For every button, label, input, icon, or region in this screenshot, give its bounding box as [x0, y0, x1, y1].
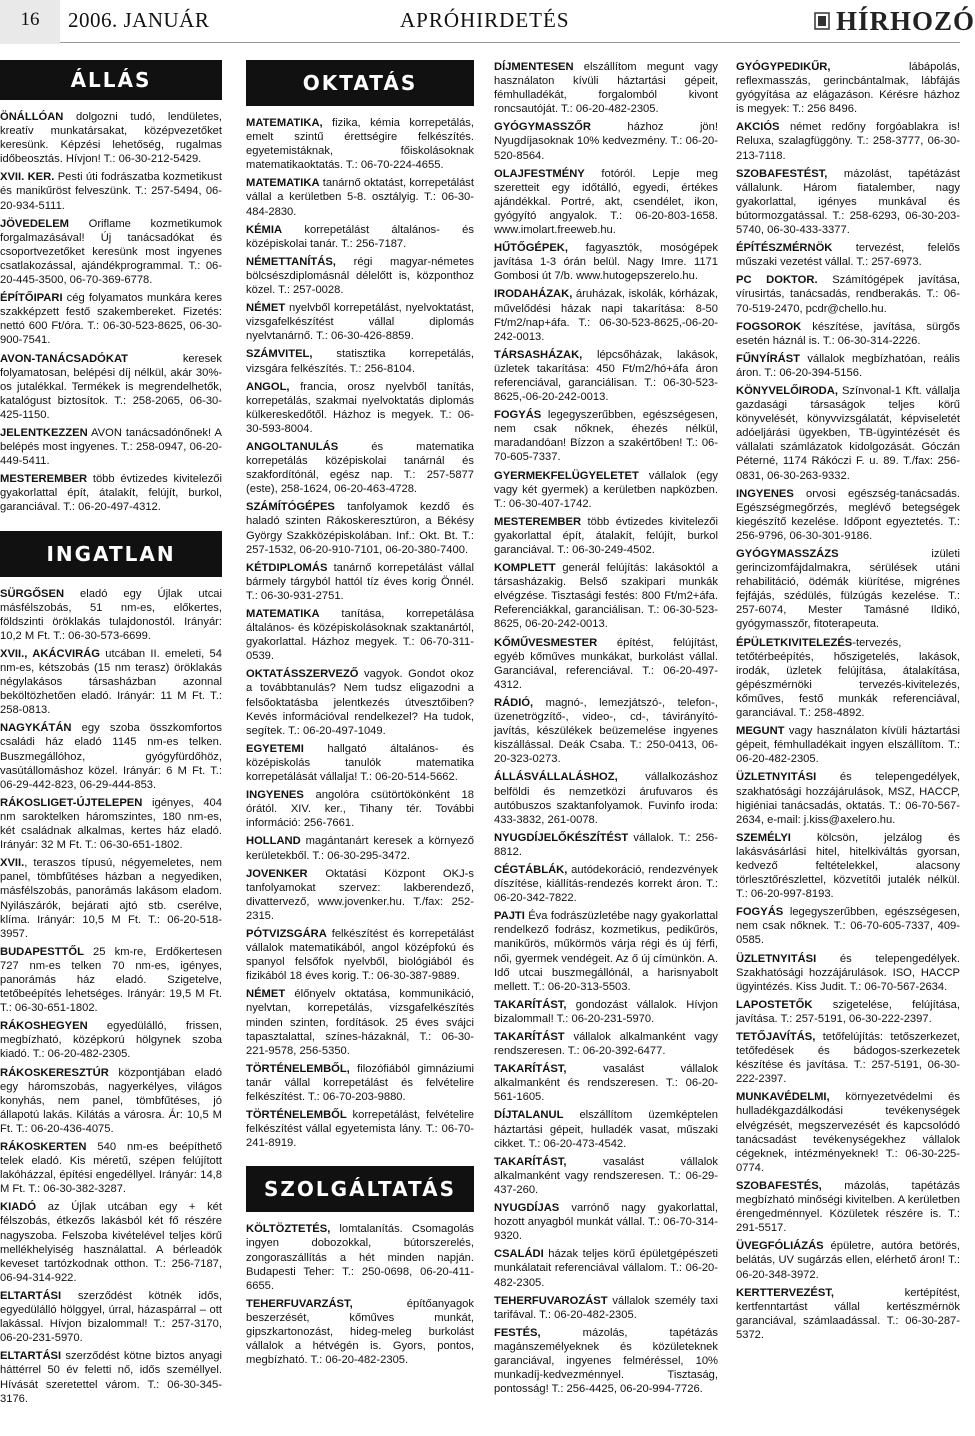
- ad-keyword: ELTARTÁSI: [0, 1289, 62, 1302]
- ad-text: igényes, 404 nm saroktelken háromszintes, 180 nm-es, két családnak alkalmas, kertes ház eladó. Irányár: 32 M Ft. T.: 06-30-651-1802.: [0, 796, 222, 852]
- ad-text: vasalást vállalok alkalmanként és rendszeresen. T.: 06-20-561-1605.: [494, 1063, 718, 1104]
- ad-text: fizika, kémia korrepetálás, emelt szintű érettségire felkészítés. egyetemistáknak, főiskolásoknak matematikaoktatás. T.: 06-70-224-4655.: [246, 117, 474, 172]
- classified-ad: [736, 241, 960, 269]
- ad-keyword: IRODAHÁZAK,: [494, 288, 573, 301]
- ad-text: angolóra csütörtökönként 18 órától. XIV. ker., Tihany tér. További információ: 256-7661.: [246, 789, 474, 830]
- classified-ad: [494, 1326, 718, 1396]
- ad-text: dolgozni tudó, lendületes, kreatív munkatársakat, középvezetőket keresünk. Képzési lehetőség, rugalmas időbeosztás. Hívjon! T.: 06-30-212-5429.: [0, 111, 222, 166]
- classified-ad: [494, 120, 718, 162]
- ad-text: mázolást, tapétázást vállalunk. Három fiatalember, nagy gyakorlattal, igényes munkával és bútormozgatással. T.: 258-6293, 06-30-203-5740, 06-30-433-3377.: [736, 167, 960, 237]
- ad-text: házhoz jön! Nyugdíjasoknak 10% kedvezmény. T.: 06-20-520-8564.: [494, 121, 718, 162]
- column-1: [0, 60, 222, 1434]
- classified-ad: [494, 1030, 718, 1058]
- ad-keyword: FOGYÁS: [736, 906, 784, 919]
- classified-ad: [246, 116, 474, 172]
- column-4: [736, 60, 960, 1434]
- classified-ad: [246, 561, 474, 603]
- header-rule: [60, 42, 960, 43]
- ad-text: , teraszos típusú, négyemeletes, nem panel, tömbfűtéses házban a negyediken, másfélszobás, panorámás lakásom eladom. Nyilászárók, bejárati ajtó stb. cserélve, klíma. Irányár: 10,5 M Ft. T.: 06-20-518-3957.: [0, 857, 222, 940]
- ad-keyword: AKCIÓS: [736, 121, 780, 134]
- ad-keyword: HŰTŐGÉPEK,: [494, 242, 568, 255]
- ad-text: fotóról. Lepje meg szeretteit egy időtálló, egyedi, értékes ajándékkal. Portré, akt, csendélet, ikon, gyógyító angyalok. T.: 06-20-803-1658. www.imolart.freeweb.hu.: [494, 167, 718, 237]
- ad-text: több évtizedes kivitelezői gyakorlattal épít, átalakít, felújít, burkol garanciával. T.: 06-30-249-4502.: [494, 515, 718, 556]
- classified-ad: [246, 500, 474, 556]
- classified-ad: [246, 380, 474, 436]
- ad-text: utcában II. emeleti, 54 nm-es, kétszobás (15 nm terasz) öröklakás négylakásos társasházban azonnal beköltözhetően eladó. Irányár: 11 M Ft. T.: 258-0813.: [0, 647, 222, 717]
- ad-keyword: ÜZLETNYITÁSI: [736, 952, 817, 965]
- classified-ad: [0, 1066, 222, 1136]
- ad-keyword: INGYENES: [246, 789, 304, 802]
- ad-keyword: FOGSOROK: [736, 320, 802, 333]
- ad-keyword: PÓTVIZSGÁRA: [246, 927, 327, 940]
- category-heading: OKTATÁS: [246, 60, 474, 106]
- ad-keyword: TAKARÍTÁST,: [494, 1063, 567, 1076]
- ad-keyword: JELENTKEZZEN: [0, 426, 88, 439]
- classified-ad: [0, 1019, 222, 1061]
- ad-text: kölcsön, jelzálog és lakásvásárlási hitel, hitelkiváltás gyorsan, kedvező feltételekkel, alacsony törlesztőrészlettel, közvetítői jutalék nélkül. T.: 06-20-997-8193.: [736, 831, 960, 901]
- ad-text: orvosi egészség-tanácsadás. Egészségmegőrzés, meglévő betegségek kiegészítő kezelése. Időpont egyeztetés. T.: 256-9796, 06-30-301-9186.: [736, 487, 960, 542]
- classified-ad: [0, 1289, 222, 1345]
- classified-ad: [246, 987, 474, 1057]
- classified-ad: [494, 348, 718, 404]
- ad-keyword: TAKARÍTÁST,: [494, 998, 567, 1011]
- ad-text: Éva fodrászüzletébe nagy gyakorlattal rendelkező fodrász, kozmetikus, pedikűrös, manikűrös, műkörmös várja régi és új férfi, női, gyermek vendégeit. Az ő új címünkön. A. Idő utcai buszmegállónál, a harisnyabolt mellett. T.: 06-20-313-5503.: [494, 910, 718, 993]
- classified-ad: [0, 945, 222, 1015]
- classified-ad: [494, 1062, 718, 1104]
- classified-ad: [736, 1239, 960, 1281]
- heading-spacer: [246, 106, 474, 116]
- ad-keyword: LAPOSTETŐK: [736, 998, 813, 1011]
- ad-text: vállalok. T.: 256-8812.: [494, 831, 718, 858]
- classified-ad: [246, 1062, 474, 1104]
- ad-text: mázolás, tapétázás megbízható minőségi kivitelben. A kerületben érengedménnyel. Közületek részére is. T.: 291-5517.: [736, 1179, 960, 1235]
- ad-keyword: ÁLLÁSVÁLLALÁSHOZ,: [494, 771, 618, 784]
- ad-text: szerződést kötnék idős, egyedülálló hölggyel, úrral, házaspárral – ott lakással. Hívjon bizalommal! T.: 257-3170, 06-20-231-5970.: [0, 1289, 222, 1345]
- ad-text: vállalok alkalmanként vagy rendszeresen. T.: 06-20-392-6477.: [494, 1031, 718, 1058]
- classified-ad: [0, 170, 222, 212]
- ad-keyword: NYUGDÍJAS: [494, 1202, 560, 1215]
- ad-text: legegyszerűbben, egészségesen, nem csak nőknek, éhezés nélkül, maradandóan! Bízzon a szakértőben! T.: 06-70-605-7337.: [494, 409, 718, 464]
- ad-text: tanárnő oktatást, korrepetálást vállal a kerületben 5-8. osztályig. T.: 06-30-484-2830.: [246, 177, 474, 218]
- ad-text: legegyszerűbben, egészségesen, nem csak nőknek. T.: 06-70-605-7337, 409-0585.: [736, 906, 960, 947]
- ad-text: vagy használaton kívüli háztartási gépeit, fémhulladékait ingyen elszállítom. T.: 06-20-482-2305.: [736, 725, 960, 766]
- ad-keyword: CÉGTÁBLÁK,: [494, 863, 568, 876]
- ad-keyword: KÉTDIPLOMÁS: [246, 561, 328, 574]
- classified-ad: [246, 788, 474, 830]
- ad-keyword: TETŐJAVÍTÁS,: [736, 1031, 816, 1043]
- ad-keyword: TEHERFUVARZÁST,: [246, 1297, 353, 1310]
- ad-text: házak teljes körű épületgépészeti munkálatait referenciával vállalom. T.: 06-20-482-2305.: [494, 1248, 718, 1289]
- classified-ad: [494, 696, 718, 766]
- column-3: [494, 60, 718, 1434]
- ad-keyword: TAKARÍTÁST,: [494, 1155, 567, 1168]
- classified-ad: [494, 469, 718, 511]
- ad-text: egyedülálló, frissen, megbízható, középkorú hölgynek szoba kiadó. T.: 06-20-482-2305.: [0, 1020, 222, 1061]
- heading-spacer: [246, 1212, 474, 1222]
- ad-keyword: PAJTI: [494, 910, 525, 923]
- classified-ad: [494, 1294, 718, 1322]
- ad-keyword: FESTÉS,: [494, 1326, 541, 1339]
- ad-text: és telepengedélyek, szakhatósági hozzájárulások, MSZ, HACCP, higiéniai tanácsadás, oktatás. T.: 06-70-567-2634, e-mail: j.kiss@axelero.hu.: [736, 771, 960, 826]
- ad-keyword: KŐMŰVESMESTER: [494, 636, 598, 649]
- ad-keyword: HOLLAND: [246, 835, 301, 848]
- ad-text: francia, orosz nyelvből tanítás, korrepetálás, szakmai nyelvoktatás diplomás külkereskedőtől. Házhoz is megyek. T.: 06-30-593-8004.: [246, 380, 474, 435]
- ad-text: generál felújítás: lakásoktól a társasházakig. Belső szakipari munkák elvégzése. Tisztasági festés: 800 Ft/m2+áfa. Referenciákkal, garanciálisan. T.: 06-30-523-8625, 06-20-242-0013.: [494, 562, 718, 631]
- column-2: [246, 60, 474, 1434]
- section-title: APRÓHIRDETÉS: [400, 8, 570, 32]
- ad-keyword: ÜZLETNYITÁSI: [736, 771, 817, 784]
- classified-ad: [246, 223, 474, 251]
- ad-keyword: ÜVEGFÓLIÁZÁS: [736, 1240, 824, 1253]
- ad-keyword: NÉMET: [246, 302, 286, 315]
- ad-text: varrónő nagy gyakorlattal, hozott anyagból munkát vállal. T.: 06-70-314-9320.: [494, 1202, 718, 1243]
- ad-keyword: AVON-TANÁCSADÓKAT: [0, 352, 129, 365]
- ad-keyword: ANGOLTANULÁS: [246, 440, 339, 453]
- ad-text: szerződést kötne biztos anyagi háttérrel 50 év feletti nő, idős személlyel. Hívását szeretettel várom. T.: 06-30-345-3176.: [0, 1350, 222, 1405]
- ad-text: német redőny forgóablakra is! Reluxa, szalagfüggöny. T.: 258-3777, 06-30-213-7118.: [736, 121, 960, 162]
- logo-mark-icon: [814, 12, 830, 30]
- classified-ad: [494, 1247, 718, 1289]
- ad-text: az Újlak utcában egy + két félszobás, étkezős lakásból két fő részére nagyszoba. Felszoba kivételével teljes körű mellékhelyiség használattal. A bérleadók keveset tartózkodnak otthon. T.: 256-7187, 06-94-314-922.: [0, 1201, 222, 1284]
- ad-text: tervezést, felelős műszaki vezetést vállal. T.: 257-6973.: [736, 242, 960, 269]
- ad-text: élőnyelv oktatása, kommunikáció, nyelvtan, korrepetálás, vizsgafelkészítés minden szinten, fordítások. 25 éves svájci tapasztalattal, színes-házaknál, T.: 06-30-221-9578, 256-5350.: [246, 988, 474, 1057]
- classified-ad: [0, 1140, 222, 1196]
- ad-keyword: RÁKOSLIGET-ÚJTELEPEN: [0, 796, 143, 809]
- ad-keyword: ANGOL,: [246, 380, 290, 393]
- ad-text: lábápolás, reflexmasszás, gerincbántalmak, lábfájás gyógyítása az elágazáson. Kérésre házhoz is megyek: T.: 256 8496.: [736, 61, 960, 116]
- classified-ad: [736, 487, 960, 543]
- ad-keyword: GYERMEKFELÜGYELETET: [494, 469, 639, 482]
- classified-ad: [246, 834, 474, 862]
- ad-text: vagyok. Gondot okoz a továbbtanulás? Nem tudsz eligazodni a felsőoktatásba jelentkezés útvesztőiben? Kevés információval rendelkezel? Ha tudok, segítek. T.: 06-20-497-1049.: [246, 668, 474, 737]
- classified-ad: [494, 831, 718, 859]
- classified-ad: [494, 408, 718, 464]
- ad-text: építőanyagok beszerzését, kőműves munkát, gipszkartonozást, hideg-meleg burkolást vállalok a hétvégén is. Gyors, pontos, megbízható. T.: 06-20-482-2305.: [246, 1297, 474, 1367]
- ad-text: eladó egy Újlak utcai másfélszobás, 51 nm-es, előkertes, földszinti öröklakás tulajdonostól. Irányár: 10,2 M Ft. T.: 06-30-573-6699.: [0, 587, 222, 642]
- ad-text: építést, felújítást, egyéb kőműves munkákat, burkolást vállal. Garanciával, referenciával. T.: 06-20-497-4312.: [494, 636, 718, 691]
- ad-keyword: DÍJTALANUL: [494, 1109, 564, 1122]
- classified-ad: [0, 472, 222, 514]
- ad-keyword: GYÓGYPEDIKŰR,: [736, 61, 831, 73]
- classified-ad: [736, 1286, 960, 1342]
- classified-ad: [246, 607, 474, 663]
- ad-text: készítése, javítása, sürgős esetén háznál is. T.: 06-30-314-2226.: [736, 320, 960, 347]
- classified-ad: [494, 770, 718, 826]
- ad-keyword: TEHERFUVAROZÁST: [494, 1294, 608, 1307]
- heading-spacer: [0, 577, 222, 587]
- ad-text: vállalok (egy vagy két gyermek) a kerületben napközben. T.: 06-30-407-1742.: [494, 469, 718, 510]
- ad-keyword: ÉPÍTŐIPARI: [0, 292, 63, 305]
- section-gap: [246, 1154, 474, 1166]
- ad-keyword: SZOBAFESTÉS,: [736, 1179, 822, 1192]
- classified-ad: [246, 301, 474, 343]
- ad-text: vasalást vállalok alkalmanként vagy rendszeresen. T.: 06-29-437-260.: [494, 1155, 718, 1196]
- ad-keyword: KÖNYVELŐIRODA,: [736, 384, 838, 397]
- ad-text: vállalkozáshoz belföldi és nemzetközi árufuvaros és autóbuszos szaktanfolyamok. Fuvinfo iroda: 433-3832, 261-0078.: [494, 771, 718, 826]
- classified-ad: [246, 347, 474, 375]
- heading-spacer: [0, 100, 222, 110]
- classified-ad: [494, 863, 718, 905]
- classified-ad: [736, 547, 960, 632]
- ad-text: lomtalanítás. Csomagolás ingyen dobozokkal, bútorszerelés, zongoraszállítás a hét minden napján. Budapesti Teher: T.: 250-0698, 06-20-411-6655.: [246, 1223, 474, 1292]
- ad-keyword: EGYETEMI: [246, 742, 304, 755]
- classified-ad: [736, 273, 960, 315]
- ad-text: régi magyar-németes bölcsészdiplomásnál délelőtt is, központhoz közel. T.: 257-0028.: [246, 255, 474, 297]
- ad-text: és matematika korrepetálás középiskolai tanárnál és szakfordítónál, egész nap. T.: 257-5877 (este), 258-1624, 06-20-463-4728.: [246, 440, 474, 496]
- classified-ad: [246, 1108, 474, 1150]
- ad-keyword: GYÓGYMASSZÁZS: [736, 548, 839, 560]
- classified-ad: [246, 1222, 474, 1292]
- classified-ad: [246, 927, 474, 983]
- ad-text: környezetvédelmi és hulladékgazdálkodási tevékenységek elvégzését, megszervezését és kapcsolódó tanácsadást tevékenységekhez vállalok cégeknek, intézményeknek! T.: 06-30-225-0774.: [736, 1091, 960, 1174]
- ad-text: több évtizedes kivitelezői gyakorlattal épít, átalakít, felújít, burkol, garanciával. T.: 06-20-497-4312.: [0, 473, 222, 514]
- classified-ad: [736, 320, 960, 348]
- classified-ad: [0, 647, 222, 717]
- ad-keyword: ÉPÍTÉSZMÉRNÖK: [736, 242, 833, 255]
- ad-text: gondozást vállalok. Hívjon bizalommal! T.: 06-20-231-5970.: [494, 998, 718, 1025]
- ad-keyword: MESTEREMBER: [0, 473, 88, 486]
- ad-text: Számítógépek javítása, vírusirtás, tanácsadás, rendberakás. T.: 06-70-519-2470, pcdr@chello.hu.: [736, 274, 961, 315]
- ad-text: izületi gerincizomfájdalmakra, sérülések utáni rehabilitáció, ödémák kiürítése, migrénes fejfájás, szédülés, fülzúgás kezelése. T.: 257-6074, Mester Tamásné Ildikó, gyógymasszőr, fitoterapeuta.: [736, 548, 960, 631]
- section-gap: [0, 519, 222, 531]
- classified-ad: [246, 1297, 474, 1367]
- ad-text: -tervezés, tetőtérbeépítés, hőszigetelés, lakások, irodák, üzletek felújítása, átalakítása, gépészmérnöki tervezés-kivitelezés, kőműves, festő munkák referenciával, garanciával. T.: 258-4892.: [736, 636, 960, 720]
- classified-ad: [246, 440, 474, 496]
- ad-keyword: SZÁMVITEL,: [246, 348, 313, 361]
- ad-text: elszállítom megunt vagy használaton kívüli háztartási gépeit, fémhulladékát, forgalomból kivont roncsautóját. T.: 06-20-482-2305.: [494, 61, 718, 116]
- ad-keyword: DÍJMENTESEN: [494, 61, 574, 73]
- classified-ad: [246, 867, 474, 923]
- classified-ad: [246, 742, 474, 784]
- ad-keyword: XVII.: [0, 857, 25, 870]
- ad-text: keresek folyamatosan, belépési díj nélkül, akár 30%-os jutalékkal. Termékek is megrendelhetők, katalógust biztosítok. T.: 258-2065, 06-30-425-1150.: [0, 352, 222, 421]
- classified-ad: [494, 287, 718, 343]
- classified-ad: [494, 998, 718, 1026]
- ad-text: korrepetálást, felvételire felkészítést vállal egyetemista lány. T.: 06-70-241-8919.: [246, 1109, 474, 1150]
- ad-keyword: RÁDIÓ,: [494, 696, 534, 709]
- classified-ad: [0, 110, 222, 166]
- ad-keyword: MATEMATIKA,: [246, 117, 323, 129]
- classified-ad: [0, 426, 222, 468]
- classified-ad: [0, 856, 222, 941]
- ad-text: tetőfelújítás: tetőszerkezet, tetőfedések és bádogos-szerkezetek készítése és javítása. T.: 257-5191, 06-30-222-2397.: [736, 1031, 960, 1086]
- classified-ad: [736, 1030, 960, 1086]
- classified-ad: [0, 217, 222, 287]
- ad-text: kertépítést, kertfenntartást vállal kertészmérnök garanciával, számlaadással. T.: 06-30-287-5372.: [736, 1286, 960, 1341]
- ad-text: cég folyamatos munkára keres szakképzett festő szakembereket. Fizetés: nettó 600 Ft/óra. T.: 06-30-523-8625, 06-30-900-7541.: [0, 292, 222, 347]
- ad-text: szigetelése, felújítása, javítása. T.: 257-5191, 06-30-222-2397.: [736, 998, 960, 1025]
- ad-keyword: BUDAPESTTŐL: [0, 945, 84, 958]
- classified-ad: [494, 515, 718, 557]
- ad-keyword: FŰNYÍRÁST: [736, 352, 801, 365]
- logo-text: HÍRHOZÓ: [836, 6, 975, 36]
- classified-ad: [0, 1349, 222, 1405]
- ad-text: egy szoba összkomfortos családi ház eladó 1145 nm-es telken. Buszmegállóhoz, gyógyfürdőhöz, vasútállomáshoz közel. Irányár: 6 M Ft. T.: 06-29-442-823, 06-29-444-853.: [0, 722, 222, 791]
- classified-ad: [246, 255, 474, 297]
- ad-text: fagyasztók, mosógépek javítása 1-3 órán belül. Nagy Imre. 1171 Gombosi út 7/b. www.hutogepszerelo.hu.: [494, 242, 718, 283]
- classified-ad: [246, 176, 474, 218]
- ad-keyword: MATEMATIKA: [246, 177, 320, 190]
- ad-text: elszállítom üzemképtelen háztartási gépeit, hulladék vasat, műszaki cikket. T.: 06-20-473-4542.: [494, 1109, 718, 1150]
- ad-keyword: JÖVEDELEM: [0, 217, 70, 230]
- ad-keyword: GYÓGYMASSZŐR: [494, 121, 591, 134]
- classified-ad: [736, 724, 960, 766]
- classified-ad: [736, 952, 960, 994]
- ad-text: autódekoráció, rendezvények díszítése, kiállítás-rendezés korrekt áron. T.: 06-20-342-7822.: [494, 863, 718, 905]
- ad-text: áruházak, iskolák, kórházak, művelődési házak napi takarítása: 8-50 Ft/m2/nap+áfa. T.: 06-30-523-8625,-06-20-242-0013.: [494, 288, 718, 343]
- ad-text: Pesti úti fodrászatba kozmetikust és manikűröst felveszünk. T.: 257-5494, 06-20-934-5111.: [0, 171, 222, 212]
- classified-ad: [0, 1200, 222, 1285]
- ad-text: 540 nm-es beépíthető telek eladó. Kis méretű, szépen felújított lakóházzal, építési engedéllyel. Irányár: 14,8 M Ft. T.: 06-30-382-3287.: [0, 1141, 222, 1196]
- classified-ad: [494, 241, 718, 283]
- ad-keyword: KÉMIA: [246, 223, 283, 236]
- ad-keyword: NAGYKÁTÁN: [0, 722, 72, 735]
- ad-text: 25 km-re, Erdőkertesen 727 nm-es telken 70 nm-es, igényes, panorámás ház eladó. Szigetelve, tetőbeépítés lehetséges. Irányár: 19,5 M Ft. T.: 06-30-651-1802.: [0, 945, 222, 1015]
- ad-text: tanfolyamok kezdő és haladó szinten Rákoskeresztúron, a Békésy György Szakközépiskolában. Inf.: Okt. Bt. T.: 257-1532, 06-20-910-7101, 06-20-380-7400.: [246, 501, 474, 556]
- ad-text: mázolás, tapétázás magánszemélyeknek és közületeknek garanciával, ingyenes felméréssel, 10% munkadíj-kedvezménnyel. Tisztaság, pontosság! T.: 256-4425, 06-20-994-7726.: [494, 1326, 718, 1396]
- ad-text: és telepengedélyek. Szakhatósági hozzájárulások. ISO, HACCP ügyintézés. Kiss Judit. T.: 06-70-567-2634.: [736, 952, 960, 993]
- ad-keyword: CSALÁDI: [494, 1248, 544, 1261]
- ad-keyword: XVII., AKÁCVIRÁG: [0, 647, 100, 660]
- classified-ad: [494, 1155, 718, 1197]
- ad-text: lépcsőházak, lakások, üzletek takarítása: 450 Ft/m2/hó+áfa áron referenciával, garanciálisan. T.: 06-30-523-8625,-06-20-242-0013.: [494, 348, 718, 404]
- ad-keyword: KERTTERVEZÉST,: [736, 1286, 835, 1299]
- ad-keyword: RÁKOSHEGYEN: [0, 1020, 88, 1033]
- classified-ad: [736, 60, 960, 116]
- ad-keyword: INGYENES: [736, 487, 794, 500]
- ad-text: filozófiából gimnáziumi tanár vállal korrepetálást és felvételire felkészítést. T.: 06-70-203-9880.: [246, 1062, 474, 1103]
- classified-ad: [736, 352, 960, 380]
- ad-text: Színvonal-1 Kft. vállalja gazdasági társaságok teljes körű könyvelését, könyvvizsgálatát, képviseletét adóeljárási ügyekben, TB-ügyintézését és vállalati számlázatok kidolgozását. Góczán Péterné, 1174 Rákóczi F. u. 89. T./fax: 256-0831, 06-30-263-9332.: [736, 384, 960, 482]
- classified-ad: [0, 587, 222, 643]
- page-header: [0, 0, 975, 44]
- classified-ad: [736, 1179, 960, 1235]
- classified-ad: [0, 721, 222, 791]
- classified-ad: [494, 909, 718, 994]
- classified-ad: [0, 352, 222, 422]
- classified-ad: [736, 1090, 960, 1175]
- ad-keyword: NYUGDÍJELŐKÉSZÍTÉST: [494, 831, 629, 844]
- ad-text: épületre, autóra betörés, belátás, UV sugárzás ellen, elérhető áron! T.: 06-20-348-3972.: [736, 1240, 960, 1281]
- classified-ad: [736, 831, 960, 901]
- ad-keyword: TÖRTÉNELEMBŐL,: [246, 1062, 350, 1075]
- ad-text: magnó-, lemezjátszó-, telefon-, üzenetrögzítő-, video-, cd-, távirányító-javítás, készülékek beüzemelése ingyenes kiszállással. Deák Csaba. T.: 250-0413, 06-20-323-0273.: [494, 696, 718, 766]
- ad-keyword: SZÁMÍTÓGÉPES: [246, 501, 335, 514]
- classified-ad: [0, 796, 222, 852]
- ad-keyword: ÖNÁLLÓAN: [0, 111, 64, 123]
- ad-keyword: MATEMATIKA: [246, 608, 320, 620]
- classified-ad: [736, 167, 960, 237]
- ad-text: magántanárt keresek a környező kerületekből. T.: 06-30-295-3472.: [246, 835, 474, 862]
- ad-keyword: ELTARTÁSI: [0, 1350, 62, 1363]
- ad-keyword: SÜRGŐSEN: [0, 587, 65, 600]
- ad-keyword: XVII. KER.: [0, 171, 55, 184]
- ad-keyword: MESTEREMBER: [494, 515, 582, 528]
- ad-text: vállalok személy taxi tarifával. T.: 06-20-482-2305.: [494, 1294, 718, 1321]
- ad-keyword: JOVENKER: [246, 867, 308, 880]
- ad-keyword: SZEMÉLYI: [736, 831, 791, 844]
- classified-ad: [736, 384, 960, 483]
- hirhozo-logo: [814, 4, 975, 40]
- ad-keyword: FOGYÁS: [494, 409, 542, 422]
- classified-ad: [736, 120, 960, 162]
- ad-keyword: RÁKOSKERESZTÚR: [0, 1066, 109, 1079]
- ad-text: statisztika korrepetálás, vizsgára felkészítés. T.: 256-8104.: [246, 348, 474, 375]
- ad-keyword: KÖLTÖZTETÉS,: [246, 1223, 331, 1236]
- classified-ad: [0, 291, 222, 347]
- ad-text: nyelvből korrepetálást, nyelvoktatást, vizsgafelkészítést vállal diplomás nyelvtanárnő. T.: 06-30-426-8859.: [246, 302, 474, 343]
- ad-keyword: MUNKAVÉDELMI,: [736, 1091, 830, 1104]
- ad-keyword: MEGUNT: [736, 725, 785, 738]
- classified-ad: [736, 998, 960, 1026]
- ad-text: korrepetálást általános- és középiskolai tanár. T.: 256-7187.: [246, 223, 474, 250]
- classified-ad: [736, 905, 960, 947]
- page-number: 16: [0, 0, 60, 44]
- ad-text: felkészítést és korrepetálást vállalok matematikából, angol középfokú és spanyol felsőfok nyelvből, biológiából és fizikából 18 éves korig. T.: 06-30-387-9889.: [246, 927, 474, 983]
- ad-keyword: TAKARÍTÁST: [494, 1031, 565, 1043]
- ad-keyword: KOMPLETT: [494, 562, 556, 575]
- classified-ad: [246, 667, 474, 737]
- ad-keyword: KIADÓ: [0, 1201, 37, 1214]
- ad-text: vállalok megbízhatóan, reális áron. T.: 06-20-394-5156.: [736, 352, 960, 379]
- ad-text: központjában eladó egy háromszobás, nagyerkélyes, világos konyhás, nem panel, tömbfűtéses, jó állapotú lakás. Kilátás a városra. Ár: 10,5 M Ft. T.: 06-20-436-4075.: [0, 1066, 222, 1135]
- ad-text: Oktatási Központ OKJ-s tanfolyamokat szervez: lakberendező, divattervező, www.jovenker.hu. T./fax: 252-2315.: [246, 867, 474, 922]
- ad-text: hallgató általános- és középiskolás tanulók matematika korrepetálását vállalja! T.: 06-20-514-5662.: [246, 742, 474, 784]
- ad-keyword: TÖRTÉNELEMBŐL: [246, 1109, 347, 1122]
- classified-ad: [494, 167, 718, 237]
- ad-keyword: OKTATÁSSZERVEZŐ: [246, 668, 359, 681]
- classified-ad: [494, 561, 718, 631]
- classified-ad: [494, 60, 718, 116]
- category-heading: SZOLGÁLTATÁS: [246, 1166, 474, 1212]
- ad-keyword: ÉPÜLETKIVITELEZÉS: [736, 636, 853, 649]
- ad-keyword: RÁKOSKERTEN: [0, 1141, 87, 1153]
- ad-text: tanárnő korrepetálást vállal bármely tárgyból hattól tíz éves korig Önnél. T.: 06-30-931-2751.: [246, 561, 474, 602]
- issue-date: 2006. JANUÁR: [68, 8, 210, 32]
- classified-ad: [494, 636, 718, 692]
- ad-keyword: NÉMET: [246, 988, 286, 1001]
- ad-keyword: NÉMETTANÍTÁS,: [246, 255, 336, 268]
- classified-ad: [494, 1201, 718, 1243]
- ad-keyword: OLAJFESTMÉNY: [494, 167, 585, 180]
- classified-ad: [736, 770, 960, 826]
- ad-keyword: PC DOKTOR.: [736, 274, 818, 287]
- classified-ad: [736, 636, 960, 721]
- category-heading: ÁLLÁS: [0, 60, 222, 100]
- ad-keyword: SZOBAFESTÉST,: [736, 167, 828, 180]
- category-heading: INGATLAN: [0, 531, 222, 577]
- ad-keyword: TÁRSASHÁZAK,: [494, 348, 583, 361]
- ad-text: AVON tanácsadónőnek! A belépés most ingyenes. T.: 258-0947, 06-20-449-5411.: [0, 426, 222, 468]
- classified-ad: [494, 1108, 718, 1150]
- ad-text: tanítása, korrepetálása általános- és középiskolásoknak szaktanártól, gyakorlattal. Házhoz megyek. T.: 06-70-311-0539.: [246, 608, 474, 663]
- ad-text: Oriflame kozmetikumok forgalmazásával! Új tanácsadókat és csoportvezetőket keresünk most ingyenes csatlakozással, ajándékprogrammal. T.: 06-20-445-3500, 06-70-369-6778.: [0, 217, 222, 287]
